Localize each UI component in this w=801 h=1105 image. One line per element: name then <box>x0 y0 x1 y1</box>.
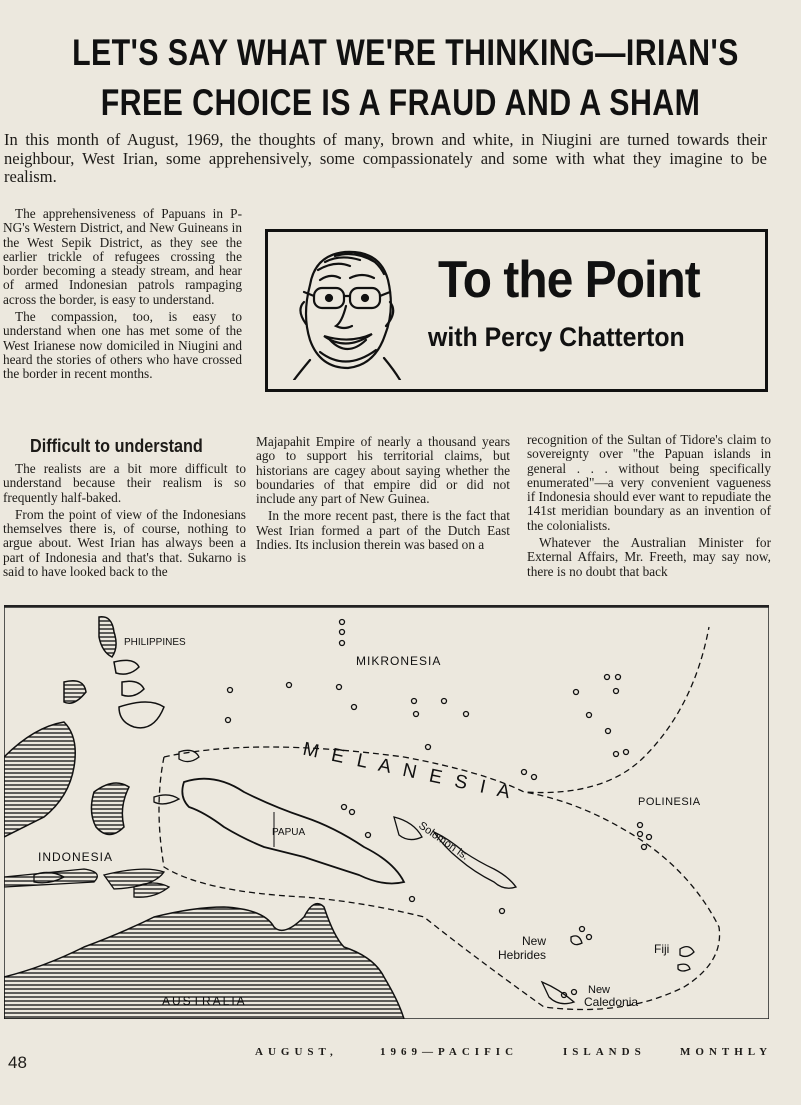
label-new-hebrides-1: New <box>522 934 547 948</box>
label-australia: AUSTRALIA <box>162 994 247 1008</box>
paragraph: The realists are a bit more difficult to understand because their realism is so frequently half-baked. <box>3 461 246 505</box>
label-new-caledonia-1: New <box>588 984 611 996</box>
intro-paragraph: In this month of August, 1969, the thoughts of many, brown and white, in Niugini are turned towards their neighbour, West Irian, some apprehensively, some compassionately and some with what they imagine to be realism. <box>4 130 767 186</box>
label-papua: PAPUA <box>272 827 306 838</box>
label-fiji: Fiji <box>654 942 670 956</box>
label-solomon-islands: Solomon Is. <box>416 819 471 863</box>
footer-year-publication: 1969—PACIFIC <box>380 1046 519 1058</box>
borneo-landmass <box>4 722 75 837</box>
paragraph: In the more recent past, there is the fact that West Irian formed a part of the Dutch East Indies. Its inclusion therein was based on a <box>256 508 510 553</box>
label-philippines: PHILIPPINES <box>124 637 186 648</box>
headline <box>0 28 801 128</box>
section-subheading: Difficult to understand <box>30 436 203 456</box>
paragraph: Whatever the Australian Minister for External Affairs, Mr. Freeth, may say now, there is no doubt that back <box>527 535 771 579</box>
label-polinesia: POLINESIA <box>638 796 701 808</box>
body-column-3 <box>527 433 771 582</box>
paragraph: Majapahit Empire of nearly a thousand years ago to support his territorial claims, but historians are cagey about saying whether the boundaries of that empire did or did not include any part of New Guinea. <box>256 434 510 507</box>
running-footer <box>0 1046 801 1066</box>
label-new-caledonia-2: Caledonia <box>584 995 639 1009</box>
headline-line-2: FREE CHOICE IS A FRAUD AND A SHAM <box>100 82 701 123</box>
column-title: To the Point <box>438 251 700 309</box>
page-number: 48 <box>8 1053 27 1072</box>
paragraph: From the point of view of the Indonesians themselves there is, of course, nothing to argue about. West Irian has always been a part of Indonesia and that's that. Sukarno is said to have looked back to the <box>3 506 246 580</box>
paragraph: recognition of the Sultan of Tidore's claim to sovereignty over "the Papuan islands in general . . . without being specifically enumerated"—a very convenient vagueness if Indonesia should ever want to repudiate the 141st meridian boundary as an invention of the colonialists. <box>527 432 771 533</box>
body-column-1 <box>3 462 246 582</box>
headline-line-1: LET'S SAY WHAT WE'RE THINKING—IRIAN'S <box>72 32 739 73</box>
pacific-region-map <box>4 605 769 1019</box>
caricature-illustration <box>280 240 410 380</box>
paragraph: The apprehensiveness of Papuans in P-NG's Western District, and New Guineans in the West Sepik District, as they see the earlier trickle of refugees crossing the border becoming a steady stream, and hear of armed Indonesian patrols rampaging across the border, is easy to understand. <box>3 206 242 307</box>
footer-month: AUGUST, <box>255 1046 338 1058</box>
column-header-box <box>265 229 768 392</box>
label-mikronesia: MIKRONESIA <box>356 654 442 668</box>
body-column-2 <box>256 435 510 555</box>
left-top-column <box>3 207 242 385</box>
footer-monthly: MONTHLY <box>680 1046 773 1058</box>
footer-islands: ISLANDS <box>563 1046 646 1058</box>
philippines-landmass <box>99 617 116 657</box>
paragraph: The compassion, too, is easy to understand when one has met some of the West Irianese now domiciled in Niugini and heard the stories of others who have crossed the border in recent months. <box>3 309 242 382</box>
label-indonesia: INDONESIA <box>38 850 114 864</box>
label-melanesia: M E L A N E S I A <box>300 738 516 804</box>
column-byline: with Percy Chatterton <box>428 322 685 352</box>
label-new-hebrides-2: Hebrides <box>498 948 547 962</box>
map-drawing <box>4 607 769 1019</box>
